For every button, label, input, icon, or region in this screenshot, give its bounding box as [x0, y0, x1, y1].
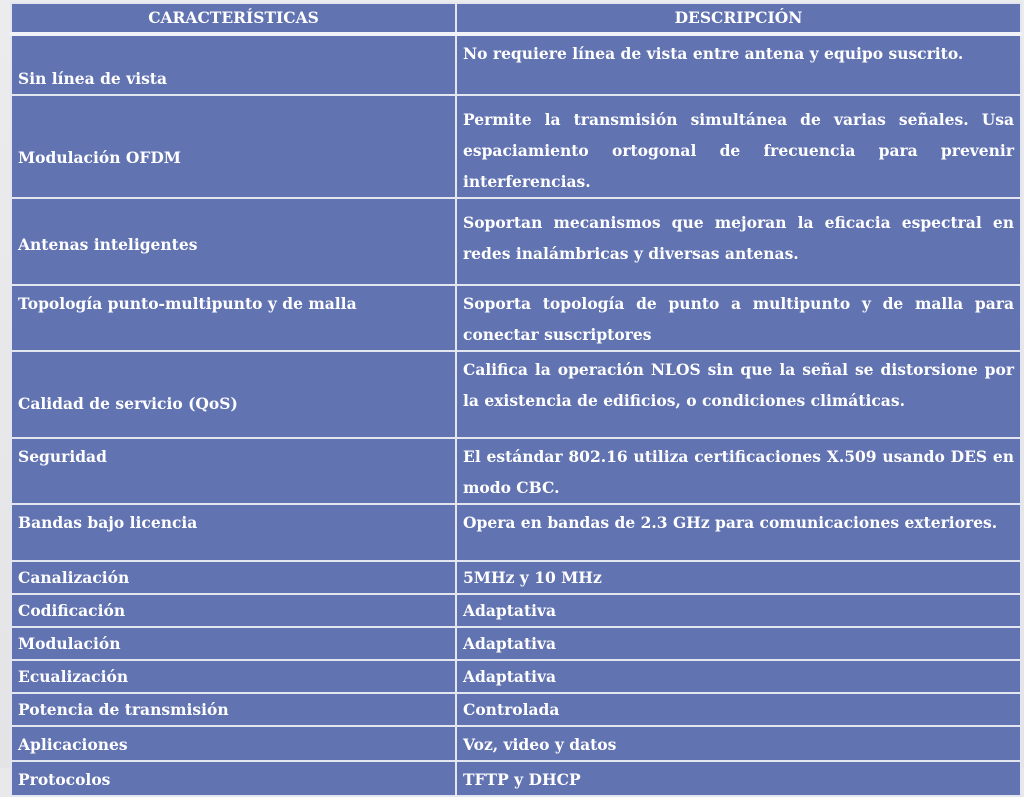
feature-cell: Protocolos: [11, 761, 456, 796]
description-cell: Opera en bandas de 2.3 GHz para comunicaciones exteriores.: [456, 504, 1021, 561]
description-cell: No requiere línea de vista entre antena y equipo suscrito.: [456, 34, 1021, 95]
table-row: [11, 351, 1021, 438]
feature-cell: Seguridad: [11, 438, 456, 504]
feature-cell: Modulación OFDM: [11, 95, 456, 198]
description-cell: Soporta topología de punto a multipunto y de malla para conectar suscriptores: [456, 285, 1021, 351]
description-cell: Voz, video y datos: [456, 726, 1021, 761]
description-cell: Permite la transmisión simultánea de varias señales. Usa espaciamiento ortogonal de frecuencia para prevenir interferencias.: [456, 95, 1021, 198]
feature-cell: Potencia de transmisión: [11, 693, 456, 726]
feature-cell: Aplicaciones: [11, 726, 456, 761]
table-row: [11, 660, 1021, 693]
header-description: DESCRIPCIÓN: [456, 3, 1021, 34]
description-cell: Soportan mecanismos que mejoran la eficacia espectral en redes inalámbricas y diversas antenas.: [456, 198, 1021, 285]
feature-cell: Topología punto-multipunto y de malla: [11, 285, 456, 351]
feature-cell: Antenas inteligentes: [11, 198, 456, 285]
description-cell: Califica la operación NLOS sin que la señal se distorsione por la existencia de edificios, o condiciones climáticas.: [456, 351, 1021, 438]
feature-cell: Codificación: [11, 594, 456, 627]
description-cell: El estándar 802.16 utiliza certificaciones X.509 usando DES en modo CBC.: [456, 438, 1021, 504]
feature-cell: Sin línea de vista: [11, 34, 456, 95]
feature-cell: Bandas bajo licencia: [11, 504, 456, 561]
description-cell: TFTP y DHCP: [456, 761, 1021, 796]
table-row: [11, 285, 1021, 351]
table-row: [11, 438, 1021, 504]
table-row: [11, 95, 1021, 198]
description-cell: Adaptativa: [456, 660, 1021, 693]
table-row: [11, 594, 1021, 627]
description-cell: Adaptativa: [456, 594, 1021, 627]
table-row: [11, 726, 1021, 761]
table-row: [11, 627, 1021, 660]
feature-cell: Ecualización: [11, 660, 456, 693]
feature-cell: Canalización: [11, 561, 456, 594]
feature-cell: Calidad de servicio (QoS): [11, 351, 456, 438]
characteristics-table: [10, 2, 1022, 797]
table-row: [11, 198, 1021, 285]
table-row: [11, 693, 1021, 726]
table-row: [11, 504, 1021, 561]
description-cell: Adaptativa: [456, 627, 1021, 660]
table-row: [11, 761, 1021, 796]
description-cell: 5MHz y 10 MHz: [456, 561, 1021, 594]
feature-cell: Modulación: [11, 627, 456, 660]
description-cell: Controlada: [456, 693, 1021, 726]
header-characteristics: CARACTERÍSTICAS: [11, 3, 456, 34]
table-header-row: [11, 3, 1021, 34]
table-row: [11, 34, 1021, 95]
table-row: [11, 561, 1021, 594]
